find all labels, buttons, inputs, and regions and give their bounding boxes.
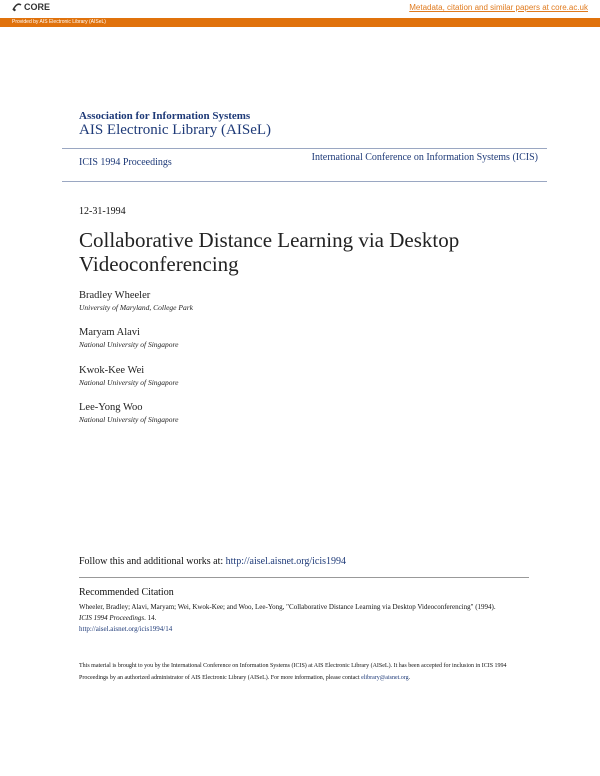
author-name: Lee-Yong Woo	[79, 402, 143, 413]
author-affiliation: National University of Singapore	[79, 378, 179, 387]
paper-title: Collaborative Distance Learning via Desktop Videoconferencing	[79, 228, 460, 276]
core-logo-text: CORE	[24, 2, 51, 12]
follow-divider	[79, 577, 529, 578]
follow-link[interactable]: http://aisel.aisnet.org/icis1994	[225, 556, 347, 567]
author-block	[79, 364, 179, 389]
citation-body	[79, 602, 499, 635]
footer-end: .	[408, 675, 411, 681]
author-affiliation: National University of Singapore	[79, 415, 179, 424]
author-name: Bradley Wheeler	[79, 290, 151, 301]
header-divider-bottom	[62, 181, 547, 182]
footer-email-link[interactable]: elibrary@aisnet.org	[361, 675, 409, 681]
footer-text: This material is brought to you by the International Conference on Information Systems (ICIS) at AIS Electronic Library (AISeL). It has been accepted for inclusion in ICIS 1994 Proceedings by an authorized administrator of AIS Electronic Library (AISeL). For more information, please contact	[79, 663, 507, 681]
author-block	[79, 326, 179, 351]
header-divider-top	[62, 148, 547, 149]
association-name[interactable]: Association for Information Systems	[79, 110, 251, 122]
citation-link[interactable]: http://aisel.aisnet.org/icis1994/14	[79, 625, 173, 633]
core-logo[interactable]	[12, 2, 50, 12]
author-block	[79, 289, 193, 314]
citation-text: Wheeler, Bradley; Alavi, Maryam; Wei, Kwok-Kee; and Woo, Lee-Yong, "Collaborative Distance Learning via Desktop Videoconferencing" (1994).	[79, 603, 496, 611]
publication-date: 12-31-1994	[79, 206, 126, 217]
proceedings-link[interactable]: ICIS 1994 Proceedings	[79, 157, 172, 168]
follow-line	[79, 556, 346, 567]
provided-by-text[interactable]: Provided by AIS Electronic Library (AISeL)	[12, 19, 106, 25]
author-affiliation: National University of Singapore	[79, 340, 179, 349]
core-logo-icon	[12, 2, 22, 12]
citation-tail: . 14.	[144, 614, 157, 622]
footer-notice	[79, 660, 529, 684]
recommended-citation-heading: Recommended Citation	[79, 587, 174, 598]
core-metadata-link[interactable]: Metadata, citation and similar papers at core.ac.uk	[409, 3, 588, 12]
conference-link[interactable]: International Conference on Information Systems (ICIS)	[311, 152, 538, 163]
author-name: Maryam Alavi	[79, 327, 140, 338]
provided-by-bar	[0, 18, 600, 27]
author-affiliation: University of Maryland, College Park	[79, 303, 193, 312]
core-bar	[0, 0, 600, 18]
citation-italic: ICIS 1994 Proceedings	[79, 614, 145, 622]
follow-text: Follow this and additional works at:	[79, 556, 226, 567]
author-name: Kwok-Kee Wei	[79, 365, 145, 376]
library-name[interactable]: AIS Electronic Library (AISeL)	[79, 122, 272, 138]
author-block	[79, 401, 179, 426]
